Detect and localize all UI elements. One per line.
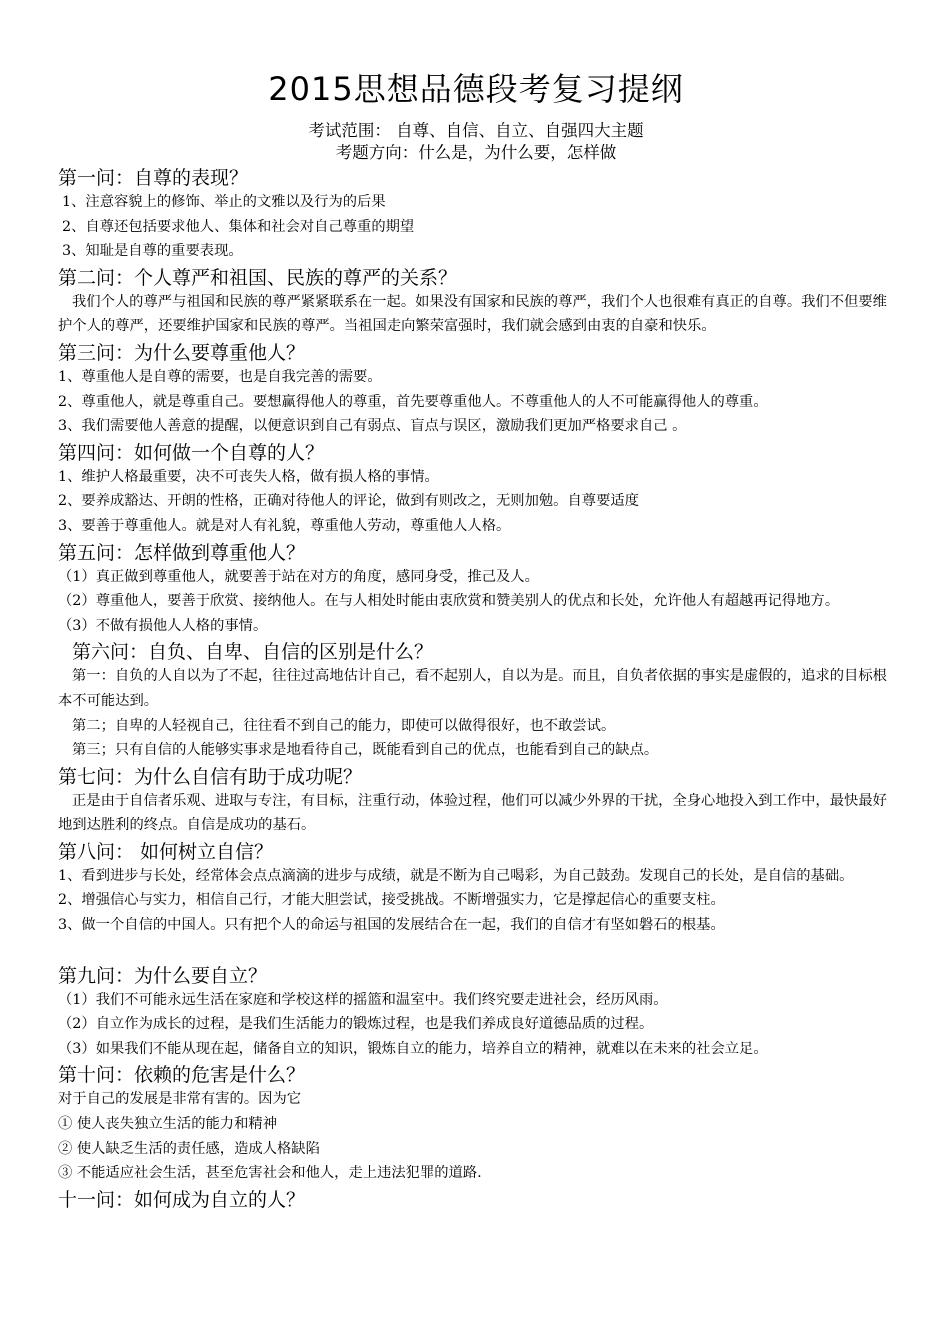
- list-item: 对于自己的发展是非常有害的。因为它: [58, 1091, 302, 1108]
- section-10: [58, 1063, 894, 1185]
- section-3: [58, 341, 894, 439]
- section-heading: 第一问：自尊的表现？: [58, 167, 249, 189]
- list-item: 1、看到进步与长处，经常体会点点滴滴的进步与成绩，就是不断为自己喝彩，为自己鼓劲。发现自己的长处，是自信的基础。: [58, 867, 854, 884]
- section-heading: 第八问： 如何树立自信？: [58, 840, 274, 863]
- list-item: 2、增强信心与实力，相信自己行，才能大胆尝试，接受挑战。不断增强实力，它是撑起信心的重要支柱。: [58, 892, 725, 909]
- list-item: （3）不做有损他人人格的事情。: [58, 617, 268, 634]
- exam-scope: 考试范围： 自尊、自信、自立、自强四大主题: [308, 121, 644, 140]
- section-heading: 第七问：为什么自信有助于成功呢？: [58, 765, 363, 788]
- paragraph: 正是由于自信者乐观、进取与专注，有目标，注重行动，体验过程，他们可以减少外界的干扰，全身心地投入到工作中，最快最好地到达胜利的终点。自信是成功的基石。: [58, 792, 887, 834]
- list-item: ③ 不能适应社会生活，甚至危害社会和他人，走上违法犯罪的道路.: [58, 1165, 482, 1182]
- section-heading: 第九问：为什么要自立？: [58, 964, 268, 987]
- section-7: [58, 765, 894, 838]
- list-item: 2、要养成豁达、开朗的性格，正确对待他人的评论，做到有则改之，无则加勉。自尊要适度: [58, 493, 639, 510]
- section-5: [58, 541, 894, 639]
- paragraph: 第三；只有自信的人能够实事求是地看待自己，既能看到自己的优点，也能看到自己的缺点。: [72, 742, 659, 759]
- list-item: 1、注意容貌上的修饰、举止的文雅以及行为的后果: [62, 194, 386, 210]
- list-item: （2）尊重他人，要善于欣赏、接纳他人。在与人相处时能由衷欣赏和赞美别人的优点和长处，允许他人有超越再记得地方。: [58, 593, 840, 610]
- page-title: 2015思想品德段考复习提纲: [268, 70, 684, 108]
- blank-line: [58, 938, 894, 962]
- list-item: 3、做一个自信的中国人。只有把个人的命运与祖国的发展结合在一起，我们的自信才有坚如磐石的根基。: [58, 917, 725, 934]
- list-item: 3、要善于尊重他人。就是对人有礼貌，尊重他人劳动，尊重他人人格。: [58, 517, 511, 534]
- section-heading: 第五问：怎样做到尊重他人？: [58, 541, 306, 564]
- section-heading: 十一问：如何成为自立的人？: [58, 1188, 306, 1211]
- section-1: [58, 166, 894, 264]
- section-heading: 第四问：如何做一个自尊的人？: [58, 441, 325, 464]
- section-heading: 第二问：个人尊严和祖国、民族的尊严的关系？: [58, 266, 458, 289]
- section-9: [58, 964, 894, 1062]
- paragraph: 第一：自负的人自以为了不起，往往过高地估计自己，看不起别人，自以为是。而且，自负者依据的事实是虚假的，追求的目标根本不可能达到。: [58, 668, 887, 709]
- paragraph: 我们个人的尊严与祖国和民族的尊严紧紧联系在一起。如果没有国家和民族的尊严，我们个人也很难有真正的自尊。我们不但要维护个人的尊严，还要维护国家和民族的尊严。当祖国走向繁荣富强时，我们就会感到由衷的自豪和快乐。: [58, 293, 887, 335]
- paragraph: 第二；自卑的人轻视自己，往往看不到自己的能力，即使可以做得很好，也不敢尝试。: [72, 717, 616, 734]
- list-item: ② 使人缺乏生活的责任感，造成人格缺陷: [58, 1140, 320, 1157]
- list-item: 1、尊重他人是自尊的需要，也是自我完善的需要。: [58, 368, 382, 385]
- list-item: 2、自尊还包括要求他人、集体和社会对自己尊重的期望: [62, 218, 415, 235]
- section-heading: 第六问：自负、自卑、自信的区别是什么？: [72, 641, 434, 664]
- list-item: （3）如果我们不能从现在起，储备自立的知识，锻炼自立的能力，培养自立的精神，就难以在未来的社会立足。: [58, 1040, 768, 1057]
- list-item: （1）我们不可能永远生活在家庭和学校这样的摇篮和温室中。我们终究要走进社会，经历风雨。: [58, 991, 668, 1008]
- list-item: （1）真正做到尊重他人，就要善于站在对方的角度，感同身受，推己及人。: [58, 568, 539, 585]
- section-11: [58, 1188, 894, 1212]
- section-4: [58, 441, 894, 539]
- list-item: （2）自立作为成长的过程，是我们生活能力的锻炼过程，也是我们养成良好道德品质的过程。: [58, 1016, 654, 1033]
- section-2: [58, 266, 894, 339]
- section-8: [58, 840, 894, 938]
- list-item: 3、知耻是自尊的重要表现。: [62, 243, 243, 260]
- section-6: [58, 640, 894, 762]
- list-item: 2、尊重他人，就是尊重自己。要想赢得他人的尊重，首先要尊重他人。不尊重他人的人不可能赢得他人的尊重。: [58, 393, 768, 410]
- list-item: 3、我们需要他人善意的提醒，以便意识到自己有弱点、盲点与误区，激励我们更加严格要求自己 。: [58, 418, 687, 435]
- section-heading: 第十问：依赖的危害是什么？: [58, 1064, 306, 1087]
- section-heading: 第三问：为什么要尊重他人？: [58, 341, 306, 364]
- list-item: 1、维护人格最重要，决不可丧失人格，做有损人格的事情。: [58, 468, 439, 485]
- list-item: ① 使人丧失独立生活的能力和精神: [58, 1116, 277, 1133]
- exam-direction: 考题方向：什么是，为什么要，怎样做: [335, 143, 617, 162]
